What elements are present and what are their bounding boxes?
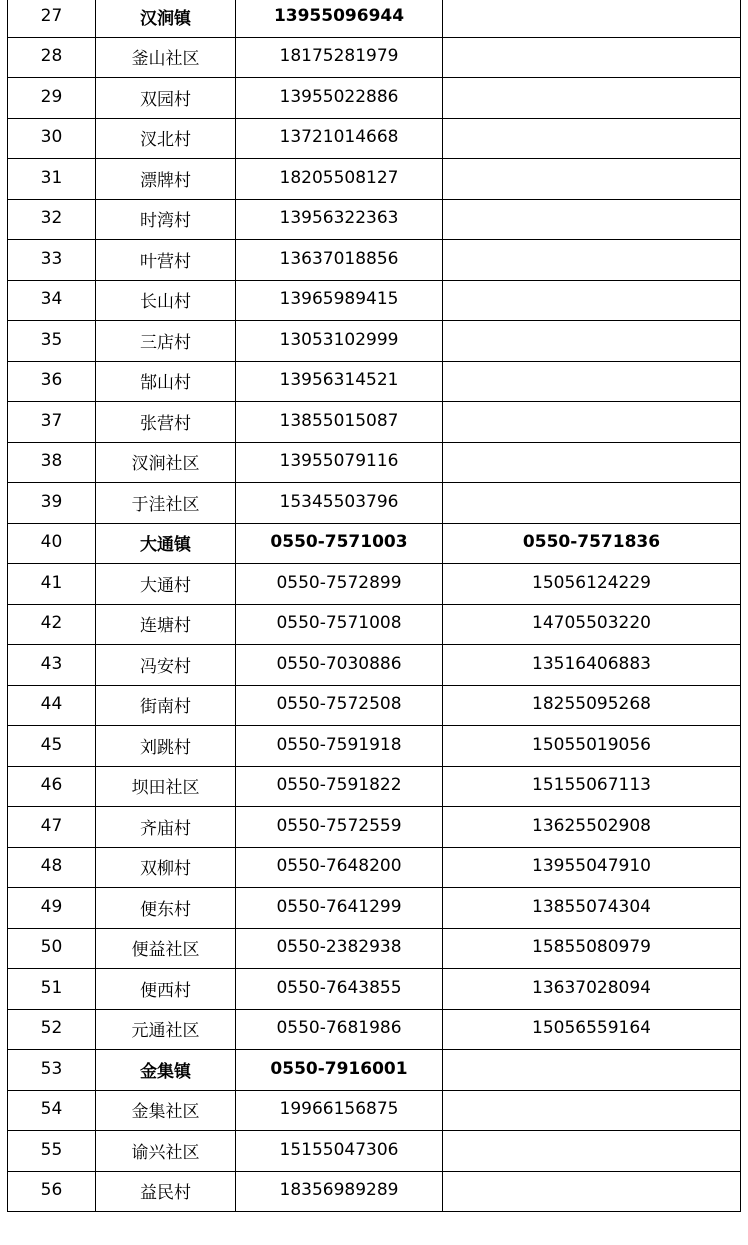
place-name: 叶营村 (96, 240, 236, 281)
row-number: 27 (8, 0, 96, 37)
place-name: 刘跳村 (96, 726, 236, 767)
phone-secondary (443, 442, 741, 483)
row-number: 49 (8, 888, 96, 929)
phone-primary: 18175281979 (236, 37, 443, 78)
table-row (8, 888, 741, 929)
table-row-town (8, 0, 741, 37)
table-row (8, 78, 741, 119)
place-name: 大通村 (96, 564, 236, 605)
row-number: 34 (8, 280, 96, 321)
phone-secondary: 15155067113 (443, 766, 741, 807)
place-name: 坝田社区 (96, 766, 236, 807)
phone-secondary (443, 280, 741, 321)
place-name: 连塘村 (96, 604, 236, 645)
phone-primary: 13955079116 (236, 442, 443, 483)
phone-secondary (443, 1131, 741, 1172)
row-number: 55 (8, 1131, 96, 1172)
place-name: 齐庙村 (96, 807, 236, 848)
table-row (8, 604, 741, 645)
row-number: 42 (8, 604, 96, 645)
phone-primary: 0550-7648200 (236, 847, 443, 888)
phone-secondary: 13955047910 (443, 847, 741, 888)
place-name: 汊涧社区 (96, 442, 236, 483)
phone-primary: 0550-7571008 (236, 604, 443, 645)
phone-secondary: 15855080979 (443, 928, 741, 969)
phone-primary: 13955096944 (236, 0, 443, 37)
place-name: 长山村 (96, 280, 236, 321)
phone-primary: 0550-7641299 (236, 888, 443, 929)
table-row (8, 361, 741, 402)
table-row (8, 1131, 741, 1172)
row-number: 37 (8, 402, 96, 443)
row-number: 44 (8, 685, 96, 726)
phone-primary: 19966156875 (236, 1090, 443, 1131)
place-name: 谕兴社区 (96, 1131, 236, 1172)
place-name: 便西村 (96, 969, 236, 1010)
row-number: 46 (8, 766, 96, 807)
place-name: 釜山社区 (96, 37, 236, 78)
place-name: 于洼社区 (96, 483, 236, 524)
phone-secondary (443, 1171, 741, 1212)
table-row (8, 483, 741, 524)
place-name: 便东村 (96, 888, 236, 929)
phone-secondary: 15055019056 (443, 726, 741, 767)
table-body (8, 0, 741, 1212)
phone-primary: 0550-7571003 (236, 523, 443, 564)
row-number: 30 (8, 118, 96, 159)
row-number: 40 (8, 523, 96, 564)
phone-primary: 18205508127 (236, 159, 443, 200)
row-number: 52 (8, 1009, 96, 1050)
phone-primary: 0550-7572899 (236, 564, 443, 605)
place-name: 大通镇 (96, 523, 236, 564)
phone-primary: 0550-7916001 (236, 1050, 443, 1091)
table-row (8, 807, 741, 848)
row-number: 48 (8, 847, 96, 888)
table-row (8, 118, 741, 159)
table-row (8, 847, 741, 888)
phone-primary: 13956314521 (236, 361, 443, 402)
place-name: 漂牌村 (96, 159, 236, 200)
phone-primary: 13955022886 (236, 78, 443, 119)
row-number: 47 (8, 807, 96, 848)
table-row (8, 564, 741, 605)
row-number: 29 (8, 78, 96, 119)
table-row (8, 321, 741, 362)
row-number: 35 (8, 321, 96, 362)
row-number: 33 (8, 240, 96, 281)
phone-primary: 13855015087 (236, 402, 443, 443)
table-row (8, 199, 741, 240)
phone-primary: 18356989289 (236, 1171, 443, 1212)
place-name: 冯安村 (96, 645, 236, 686)
row-number: 51 (8, 969, 96, 1010)
phone-primary: 0550-7591822 (236, 766, 443, 807)
row-number: 56 (8, 1171, 96, 1212)
place-name: 益民村 (96, 1171, 236, 1212)
phone-primary: 13956322363 (236, 199, 443, 240)
row-number: 38 (8, 442, 96, 483)
phone-secondary: 18255095268 (443, 685, 741, 726)
place-name: 郜山村 (96, 361, 236, 402)
table-row (8, 442, 741, 483)
table-row (8, 1090, 741, 1131)
phone-secondary: 13625502908 (443, 807, 741, 848)
place-name: 便益社区 (96, 928, 236, 969)
row-number: 39 (8, 483, 96, 524)
row-number: 45 (8, 726, 96, 767)
place-name: 汉涧镇 (96, 0, 236, 37)
row-number: 53 (8, 1050, 96, 1091)
table-row (8, 1171, 741, 1212)
row-number: 54 (8, 1090, 96, 1131)
phone-secondary (443, 402, 741, 443)
phone-secondary (443, 118, 741, 159)
place-name: 三店村 (96, 321, 236, 362)
table-row (8, 240, 741, 281)
phone-primary: 13637018856 (236, 240, 443, 281)
place-name: 元通社区 (96, 1009, 236, 1050)
phone-secondary (443, 321, 741, 362)
table-row (8, 402, 741, 443)
table-row (8, 969, 741, 1010)
phone-primary: 13721014668 (236, 118, 443, 159)
phone-secondary (443, 1090, 741, 1131)
phone-secondary: 15056124229 (443, 564, 741, 605)
table-row-town (8, 523, 741, 564)
table-row (8, 645, 741, 686)
phone-primary: 0550-7030886 (236, 645, 443, 686)
place-name: 时湾村 (96, 199, 236, 240)
place-name: 汊北村 (96, 118, 236, 159)
place-name: 张营村 (96, 402, 236, 443)
row-number: 50 (8, 928, 96, 969)
phone-primary: 0550-7572559 (236, 807, 443, 848)
phone-primary: 15155047306 (236, 1131, 443, 1172)
phone-secondary: 13516406883 (443, 645, 741, 686)
table-row (8, 37, 741, 78)
phone-secondary (443, 199, 741, 240)
row-number: 32 (8, 199, 96, 240)
phone-secondary: 14705503220 (443, 604, 741, 645)
phone-primary: 0550-7591918 (236, 726, 443, 767)
row-number: 31 (8, 159, 96, 200)
phone-secondary (443, 1050, 741, 1091)
phone-primary: 0550-7643855 (236, 969, 443, 1010)
place-name: 街南村 (96, 685, 236, 726)
phone-secondary (443, 78, 741, 119)
phone-primary: 0550-2382938 (236, 928, 443, 969)
table-row (8, 685, 741, 726)
table-row-town (8, 1050, 741, 1091)
table-row (8, 159, 741, 200)
phone-primary: 0550-7681986 (236, 1009, 443, 1050)
place-name: 金集社区 (96, 1090, 236, 1131)
phone-primary: 15345503796 (236, 483, 443, 524)
row-number: 43 (8, 645, 96, 686)
phone-primary: 0550-7572508 (236, 685, 443, 726)
phone-primary: 13053102999 (236, 321, 443, 362)
place-name: 双柳村 (96, 847, 236, 888)
phone-secondary (443, 0, 741, 37)
phone-secondary: 13637028094 (443, 969, 741, 1010)
phone-secondary: 0550-7571836 (443, 523, 741, 564)
row-number: 28 (8, 37, 96, 78)
phone-secondary (443, 37, 741, 78)
phone-secondary (443, 361, 741, 402)
phone-secondary (443, 483, 741, 524)
phone-secondary: 15056559164 (443, 1009, 741, 1050)
table-row (8, 766, 741, 807)
row-number: 41 (8, 564, 96, 605)
table-row (8, 280, 741, 321)
place-name: 金集镇 (96, 1050, 236, 1091)
table-row (8, 1009, 741, 1050)
place-name: 双园村 (96, 78, 236, 119)
row-number: 36 (8, 361, 96, 402)
table-row (8, 928, 741, 969)
contact-table (7, 0, 741, 1212)
table-row (8, 726, 741, 767)
phone-primary: 13965989415 (236, 280, 443, 321)
phone-secondary: 13855074304 (443, 888, 741, 929)
phone-secondary (443, 240, 741, 281)
phone-secondary (443, 159, 741, 200)
